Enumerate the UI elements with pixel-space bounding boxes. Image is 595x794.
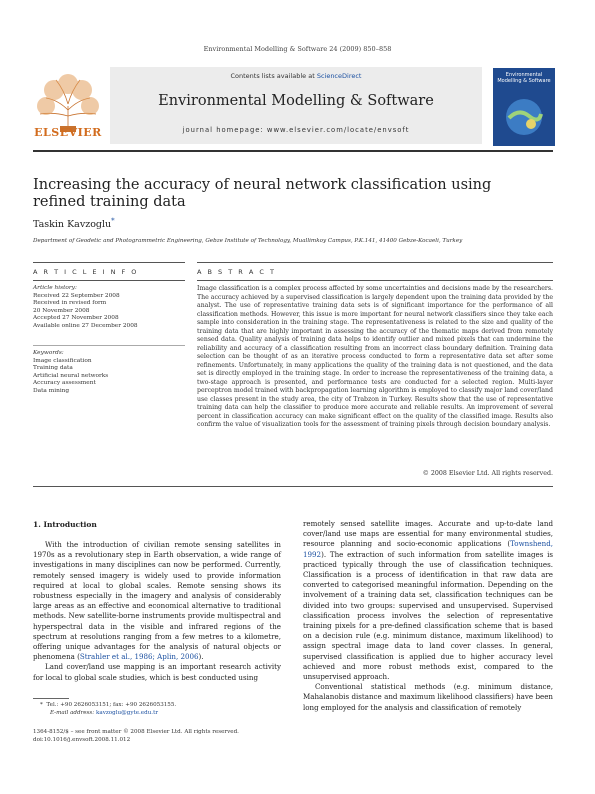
keyword-item: Image classification [33,357,92,364]
paragraph-text: With the introduction of civilian remote sensing satellites in 1970s as a revolutionary step in Earth observation, a wide range of investigations in many disciplines can now be performed. Currently, remotely sensed imagery is widely used to provide information required at local to global scales. Remote sensing shows its robustness especially in the imagery and analysis of considerably large areas as an effective and economical alternative to traditional methods. New satellite-borne instruments provide multispectral and hyperspectral data in the visible and infrared regions of the spectrum at resolutions ranging from a few metres to a kilometre, offering unique advantages for the analysis of natural objects or phenomena ( [33,540,281,662]
body-right-column [303,519,553,713]
keyword-item: Artificial neural networks [33,372,109,379]
author-footnote [40,701,280,717]
article-info-rule [33,280,185,281]
paragraph: Conventional statistical methods (e.g. minimum distance, Mahalanobis distance and maximum likelihood classifiers) have been long employed for the analysis and classification of remotely [303,682,553,712]
paragraph [303,519,553,682]
abstract-bottom-rule [33,486,553,487]
paragraph-text: ). [198,652,204,662]
email-label: E-mail address: [50,710,96,716]
paragraph-text: ). The extraction of such information from satellite images is practiced typically through the use of classification techniques. Classification is a process of identification in that raw data are converted to categorised meaningful information. Depending on the involvement of a training data set, classification techniques can be divided into two groups: supervised and unsupervised. Supervised classification process involves the selection of representative training pixels for a pre-defined classification scheme that is based on a decision rule (e.g. minimum distance, maximum likelihood) to assign spectral image data to land cover classes. In general, supervised classification is applied due to higher accuracy level achieved and more robust methods exist, compared to the unsupervised approach. [303,549,553,682]
footnote-tel [40,701,280,709]
sciencedirect-link[interactable]: ScienceDirect [316,72,362,80]
footnote-tel-text: Tel.: +90 2626053151; fax: +90 2626053155. [46,702,177,708]
article-history [33,285,185,330]
abstract-heading: A B S T R A C T [197,268,276,276]
keywords-rule [33,345,185,346]
footnote-email [40,709,280,717]
citation-link[interactable]: Strahler et al., 1986; Aplin, 2006 [79,652,199,662]
keywords-block [33,350,185,395]
author-name: Taskin Kavzoglu [33,219,112,231]
history-item: Accepted 27 November 2008 [33,315,119,321]
journal-title: Environmental Modelling & Software [158,93,434,109]
journal-reference: Environmental Modelling & Software 24 (2009) 850–858 [203,45,392,53]
article-title: Increasing the accuracy of neural network classification using refined training data [33,177,492,210]
article-info-heading: A R T I C L E I N F O [33,268,139,276]
abstract-copyright: © 2008 Elsevier Ltd. All rights reserved. [422,470,553,477]
keyword-item: Training data [33,365,73,371]
history-label: Article history: [33,285,77,291]
section-heading-introduction: 1. Introduction [33,520,97,529]
abstract-top-rule [197,262,553,263]
history-item: 20 November 2008 [33,307,90,314]
contents-prefix: Contents lists available at [230,72,317,80]
cover-title: Environmental Modelling & Software [497,72,551,84]
keyword-item: Accuracy assessment [33,380,96,386]
abstract-rule [197,280,553,281]
author-line [33,217,115,230]
journal-cover-image [493,68,555,146]
footnote-rule [33,698,69,699]
author-footnote-mark[interactable]: * [111,217,115,225]
issn-line: 1364-8152/$ – see front matter © 2008 Elsevier Ltd. All rights reserved. [33,729,239,735]
footnote-marker: * [40,702,43,708]
paragraph-text: remotely sensed satellite images. Accurate and up-to-date land cover/land use maps are essential for many environmental studies, resource planning and socio-economic applications ( [303,519,553,549]
contents-line [110,72,482,80]
keywords-label: Keywords: [33,350,64,356]
keyword-item: Data mining [33,387,70,394]
journal-homepage[interactable]: journal homepage: www.elsevier.com/locate/envsoft [182,126,410,134]
citation-link[interactable]: Townshend, 1992 [303,539,553,559]
paragraph [33,540,281,662]
email-link[interactable]: kavzoglu@gyte.edu.tr [95,710,159,716]
history-item: Received in revised form [33,300,107,306]
author-affiliation: Department of Geodetic and Photogrammetric Engineering, Gebze Institute of Technology, Muallimkoy Campus, P.K.141, 41400 Gebze-Kocaeli, Turkey [33,238,463,244]
cover-graphic-icon [501,94,547,140]
history-item: Available online 27 December 2008 [33,322,138,329]
doi-line[interactable]: doi:10.1016/j.envsoft.2008.11.012 [33,737,131,743]
publisher-name: ELSEVIER [34,126,102,139]
history-item: Received 22 September 2008 [33,292,120,299]
paragraph: Land cover/land use mapping is an important research activity for local to global scale studies, which is best conducted using [33,662,281,682]
abstract-text: Image classification is a complex process affected by some uncertainties and decisions made by the researchers. The accuracy achieved by a supervised classification is largely dependent upon the training data provided by the analyst. The use of representative training data sets is of significant importance for the performance of all classification methods. However, this issue is more important for neural network classifiers since they take each sample into consideration in the training stage. The representativeness is related to the size and quality of the training data that are highly important in assessing the accuracy of the thematic maps derived from remotely sensed data. Quality analysis of training data helps to identify outlier and mixed pixels that can undermine the reliability and accuracy of a classification resulting from an incorrect class boundary definition. Training data selection can be thought of as an iterative process conducted to form a representative data set after some refinements. Unfortunately, in many applications the quality of the training data is not questioned, and the data set is directly employed in the training stage. In order to increase the representativeness of the training data, a two-stage approach is presented, and performance tests are conducted for a selected region. Multi-layer perceptron model trained with backpropagation learning algorithm is employed to classify major land cover/land use classes present in the study area, the city of Trabzon in Turkey. Results show that the use of representative training data can help the classifier to produce more accurate and reliable results. An improvement of several percent in classification accuracy can make significant effect on the quality of the classified image. Results also confirm the value of visualization tools for the assessment of training pixels through decision boundary analysis. [197,285,553,428]
body-left-column [33,540,281,683]
header-rule [33,150,553,152]
article-info-top-rule [33,262,185,263]
